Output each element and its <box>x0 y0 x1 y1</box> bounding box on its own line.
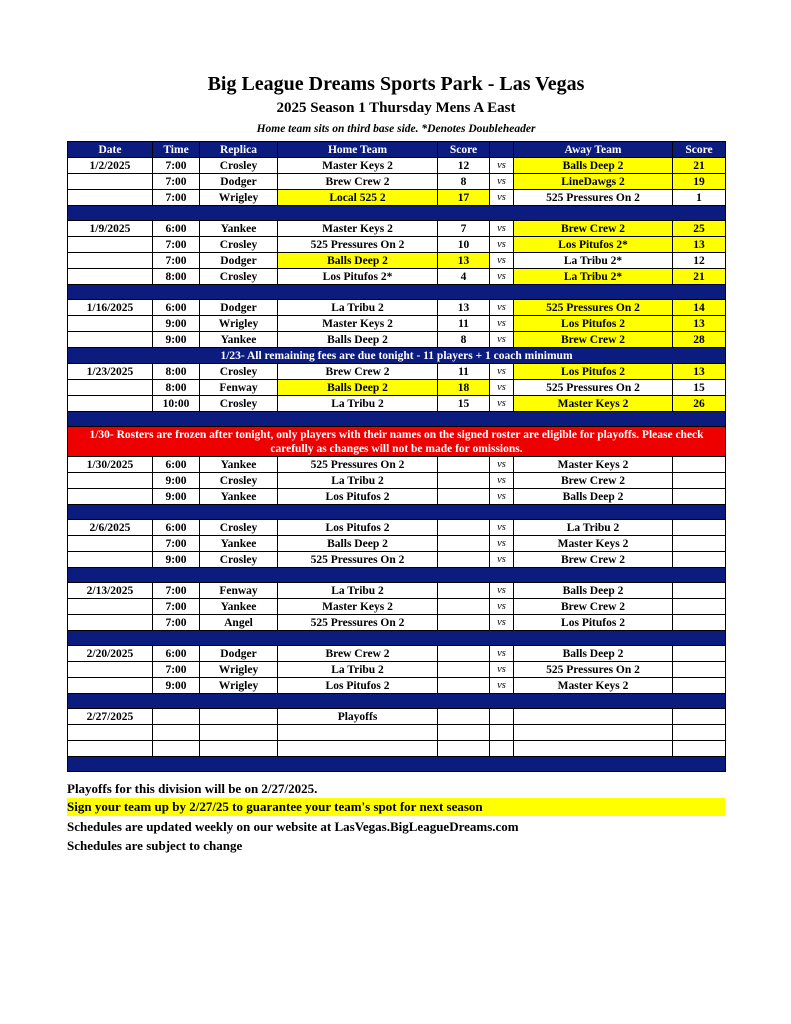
home-team: 525 Pressures On 2 <box>278 552 438 568</box>
vs-label: vs <box>490 221 514 237</box>
game-field: Fenway <box>200 380 278 396</box>
week-separator-row <box>68 568 726 583</box>
table-row <box>68 300 726 316</box>
away-score <box>673 599 726 615</box>
vs-label: vs <box>490 364 514 380</box>
away-score: 13 <box>673 364 726 380</box>
table-row <box>68 662 726 678</box>
table-row <box>68 364 726 380</box>
vs-label: vs <box>490 473 514 489</box>
footer-playoffs: Playoffs for this division will be on 2/27/2025. <box>67 781 318 796</box>
game-date <box>68 190 153 206</box>
separator-cell <box>68 505 726 520</box>
game-time: 6:00 <box>153 646 200 662</box>
game-field: Crosley <box>200 520 278 536</box>
table-row <box>68 316 726 332</box>
game-time: 6:00 <box>153 457 200 473</box>
away-team: Brew Crew 2 <box>514 552 673 568</box>
game-field: Yankee <box>200 599 278 615</box>
away-team <box>514 741 673 757</box>
away-team: Balls Deep 2 <box>514 158 673 174</box>
game-field: Yankee <box>200 332 278 348</box>
away-team: LineDawgs 2 <box>514 174 673 190</box>
game-field: Dodger <box>200 646 278 662</box>
away-team: Balls Deep 2 <box>514 646 673 662</box>
away-score <box>673 709 726 725</box>
away-team: Brew Crew 2 <box>514 332 673 348</box>
home-team: Balls Deep 2 <box>278 332 438 348</box>
game-time: 7:00 <box>153 599 200 615</box>
vs-label: vs <box>490 190 514 206</box>
home-team: Master Keys 2 <box>278 221 438 237</box>
home-team: La Tribu 2 <box>278 473 438 489</box>
vs-label: vs <box>490 174 514 190</box>
home-score <box>438 520 490 536</box>
table-row <box>68 158 726 174</box>
game-date: 1/9/2025 <box>68 221 153 237</box>
table-row <box>68 457 726 473</box>
home-team <box>278 741 438 757</box>
vs-label: vs <box>490 158 514 174</box>
away-score <box>673 678 726 694</box>
column-header: Time <box>153 142 200 158</box>
footer-website: Schedules are updated weekly on our website at LasVegas.BigLeagueDreams.com <box>67 819 519 834</box>
game-time <box>153 709 200 725</box>
away-team: Brew Crew 2 <box>514 473 673 489</box>
table-row <box>68 380 726 396</box>
home-team: La Tribu 2 <box>278 662 438 678</box>
home-score <box>438 583 490 599</box>
game-date <box>68 599 153 615</box>
game-time: 7:00 <box>153 662 200 678</box>
vs-label: vs <box>490 583 514 599</box>
game-time <box>153 725 200 741</box>
table-row <box>68 221 726 237</box>
away-score <box>673 662 726 678</box>
away-score <box>673 741 726 757</box>
away-score <box>673 473 726 489</box>
away-score: 21 <box>673 269 726 285</box>
game-field: Crosley <box>200 237 278 253</box>
table-row <box>68 552 726 568</box>
table-row <box>68 520 726 536</box>
vs-label: vs <box>490 396 514 412</box>
away-team: Master Keys 2 <box>514 457 673 473</box>
game-date <box>68 615 153 631</box>
home-score <box>438 678 490 694</box>
game-field: Crosley <box>200 396 278 412</box>
game-time: 6:00 <box>153 221 200 237</box>
game-date <box>68 741 153 757</box>
away-team: 525 Pressures On 2 <box>514 300 673 316</box>
game-date: 2/13/2025 <box>68 583 153 599</box>
home-team: Balls Deep 2 <box>278 253 438 269</box>
game-field: Crosley <box>200 552 278 568</box>
away-team: Los Pitufos 2 <box>514 316 673 332</box>
home-team: Playoffs <box>278 709 438 725</box>
column-header: Score <box>673 142 726 158</box>
game-date <box>68 237 153 253</box>
vs-label: vs <box>490 253 514 269</box>
home-team: Los Pitufos 2* <box>278 269 438 285</box>
home-team: Los Pitufos 2 <box>278 520 438 536</box>
home-team <box>278 725 438 741</box>
home-score <box>438 489 490 505</box>
table-row <box>68 741 726 757</box>
game-time: 7:00 <box>153 615 200 631</box>
game-date <box>68 489 153 505</box>
away-team: 525 Pressures On 2 <box>514 190 673 206</box>
game-time: 7:00 <box>153 536 200 552</box>
home-score: 18 <box>438 380 490 396</box>
game-field <box>200 741 278 757</box>
away-team: Master Keys 2 <box>514 678 673 694</box>
away-score: 13 <box>673 237 726 253</box>
home-score: 13 <box>438 300 490 316</box>
vs-label: vs <box>490 646 514 662</box>
away-score <box>673 615 726 631</box>
away-score <box>673 520 726 536</box>
home-team: Balls Deep 2 <box>278 380 438 396</box>
away-team: La Tribu 2 <box>514 520 673 536</box>
game-field: Crosley <box>200 269 278 285</box>
home-score <box>438 457 490 473</box>
game-field: Yankee <box>200 489 278 505</box>
table-row <box>68 253 726 269</box>
notice-row <box>68 348 726 364</box>
column-header <box>490 142 514 158</box>
away-team: Brew Crew 2 <box>514 221 673 237</box>
separator-cell <box>68 757 726 772</box>
home-score: 11 <box>438 364 490 380</box>
home-team: Brew Crew 2 <box>278 646 438 662</box>
game-time: 6:00 <box>153 520 200 536</box>
away-team: Los Pitufos 2 <box>514 615 673 631</box>
game-field: Dodger <box>200 174 278 190</box>
column-header: Score <box>438 142 490 158</box>
table-row <box>68 646 726 662</box>
home-score <box>438 473 490 489</box>
alert-row <box>68 427 726 457</box>
game-field: Angel <box>200 615 278 631</box>
away-team: Master Keys 2 <box>514 536 673 552</box>
vs-label: vs <box>490 536 514 552</box>
table-row <box>68 190 726 206</box>
game-field: Dodger <box>200 300 278 316</box>
column-header: Replica <box>200 142 278 158</box>
game-time: 8:00 <box>153 364 200 380</box>
week-separator-row <box>68 505 726 520</box>
game-time: 9:00 <box>153 489 200 505</box>
table-row <box>68 489 726 505</box>
away-score <box>673 457 726 473</box>
game-date <box>68 396 153 412</box>
game-time: 9:00 <box>153 552 200 568</box>
home-team: 525 Pressures On 2 <box>278 457 438 473</box>
home-team: Los Pitufos 2 <box>278 489 438 505</box>
away-score <box>673 725 726 741</box>
game-time: 7:00 <box>153 237 200 253</box>
game-date <box>68 662 153 678</box>
vs-label: vs <box>490 520 514 536</box>
game-field: Wrigley <box>200 316 278 332</box>
table-header-row <box>68 142 726 158</box>
home-score <box>438 709 490 725</box>
home-score: 8 <box>438 332 490 348</box>
table-row <box>68 599 726 615</box>
away-team <box>514 709 673 725</box>
column-header: Away Team <box>514 142 673 158</box>
home-team: La Tribu 2 <box>278 583 438 599</box>
home-score <box>438 615 490 631</box>
game-date <box>68 725 153 741</box>
game-time: 8:00 <box>153 269 200 285</box>
away-score <box>673 646 726 662</box>
game-date <box>68 332 153 348</box>
away-score: 26 <box>673 396 726 412</box>
away-score: 19 <box>673 174 726 190</box>
away-score <box>673 536 726 552</box>
away-score: 13 <box>673 316 726 332</box>
away-score: 12 <box>673 253 726 269</box>
table-row <box>68 473 726 489</box>
page-subtitle: 2025 Season 1 Thursday Mens A East <box>276 100 516 116</box>
home-score: 11 <box>438 316 490 332</box>
home-team: 525 Pressures On 2 <box>278 237 438 253</box>
away-team: 525 Pressures On 2 <box>514 662 673 678</box>
game-time: 7:00 <box>153 583 200 599</box>
vs-label: vs <box>490 300 514 316</box>
home-team: Los Pitufos 2 <box>278 678 438 694</box>
table-row <box>68 237 726 253</box>
vs-label: vs <box>490 332 514 348</box>
home-score: 17 <box>438 190 490 206</box>
separator-cell <box>68 285 726 300</box>
away-team: Brew Crew 2 <box>514 599 673 615</box>
week-separator-row <box>68 285 726 300</box>
home-score: 7 <box>438 221 490 237</box>
week-separator-row <box>68 206 726 221</box>
away-team: La Tribu 2* <box>514 269 673 285</box>
vs-cell <box>490 709 514 725</box>
vs-label: vs <box>490 662 514 678</box>
game-time: 7:00 <box>153 158 200 174</box>
week-separator-row <box>68 757 726 772</box>
game-date <box>68 536 153 552</box>
vs-cell <box>490 741 514 757</box>
game-time: 9:00 <box>153 332 200 348</box>
week-separator-row <box>68 412 726 427</box>
column-header: Date <box>68 142 153 158</box>
home-score: 15 <box>438 396 490 412</box>
vs-label: vs <box>490 457 514 473</box>
home-team: Balls Deep 2 <box>278 536 438 552</box>
game-field: Crosley <box>200 158 278 174</box>
home-score <box>438 599 490 615</box>
page-note: Home team sits on third base side. *Denotes Doubleheader <box>256 123 536 135</box>
home-score <box>438 662 490 678</box>
page-title: Big League Dreams Sports Park - Las Vegas <box>207 73 585 95</box>
vs-cell <box>490 725 514 741</box>
away-team: Los Pitufos 2 <box>514 364 673 380</box>
schedule-table <box>67 141 726 772</box>
game-date <box>68 678 153 694</box>
week-separator-row <box>68 694 726 709</box>
away-team: 525 Pressures On 2 <box>514 380 673 396</box>
away-score: 21 <box>673 158 726 174</box>
game-date <box>68 174 153 190</box>
home-team: Local 525 2 <box>278 190 438 206</box>
away-score: 15 <box>673 380 726 396</box>
vs-label: vs <box>490 380 514 396</box>
away-team: Balls Deep 2 <box>514 583 673 599</box>
away-score: 28 <box>673 332 726 348</box>
vs-label: vs <box>490 316 514 332</box>
game-date: 2/6/2025 <box>68 520 153 536</box>
game-time: 7:00 <box>153 174 200 190</box>
away-team: Balls Deep 2 <box>514 489 673 505</box>
away-score: 1 <box>673 190 726 206</box>
home-team: La Tribu 2 <box>278 396 438 412</box>
alert-text: 1/30- Rosters are frozen after tonight, only players with their names on the signed roster are eligible for playoffs. Please check carefully as changes will not be made for omissions. <box>68 427 726 457</box>
game-date <box>68 316 153 332</box>
home-team: 525 Pressures On 2 <box>278 615 438 631</box>
home-team: La Tribu 2 <box>278 300 438 316</box>
game-field: Yankee <box>200 536 278 552</box>
game-time: 9:00 <box>153 316 200 332</box>
home-team: Master Keys 2 <box>278 599 438 615</box>
away-team: Master Keys 2 <box>514 396 673 412</box>
game-field <box>200 725 278 741</box>
home-score <box>438 536 490 552</box>
away-score: 25 <box>673 221 726 237</box>
game-field: Fenway <box>200 583 278 599</box>
home-score: 12 <box>438 158 490 174</box>
game-field <box>200 709 278 725</box>
game-date: 2/27/2025 <box>68 709 153 725</box>
away-score <box>673 552 726 568</box>
notice-text: 1/23- All remaining fees are due tonight - 11 players + 1 coach minimum <box>68 348 726 364</box>
away-team: La Tribu 2* <box>514 253 673 269</box>
vs-label: vs <box>490 678 514 694</box>
home-team: Master Keys 2 <box>278 158 438 174</box>
home-team: Brew Crew 2 <box>278 364 438 380</box>
away-team <box>514 725 673 741</box>
vs-label: vs <box>490 615 514 631</box>
footer-signup: Sign your team up by 2/27/25 to guarantee your team's spot for next season <box>67 798 725 816</box>
game-field: Wrigley <box>200 662 278 678</box>
table-row <box>68 615 726 631</box>
separator-cell <box>68 694 726 709</box>
home-score <box>438 741 490 757</box>
vs-label: vs <box>490 599 514 615</box>
table-row <box>68 396 726 412</box>
home-score <box>438 552 490 568</box>
game-field: Dodger <box>200 253 278 269</box>
column-header: Home Team <box>278 142 438 158</box>
away-score: 14 <box>673 300 726 316</box>
game-time: 10:00 <box>153 396 200 412</box>
home-score: 4 <box>438 269 490 285</box>
game-field: Yankee <box>200 221 278 237</box>
game-date <box>68 380 153 396</box>
game-date <box>68 552 153 568</box>
game-field: Yankee <box>200 457 278 473</box>
game-date: 1/30/2025 <box>68 457 153 473</box>
game-time: 7:00 <box>153 253 200 269</box>
home-team: Brew Crew 2 <box>278 174 438 190</box>
vs-label: vs <box>490 269 514 285</box>
table-row <box>68 174 726 190</box>
game-field: Wrigley <box>200 678 278 694</box>
game-field: Crosley <box>200 364 278 380</box>
game-time: 8:00 <box>153 380 200 396</box>
home-score <box>438 646 490 662</box>
game-time: 9:00 <box>153 678 200 694</box>
game-date <box>68 253 153 269</box>
separator-cell <box>68 568 726 583</box>
home-team: Master Keys 2 <box>278 316 438 332</box>
vs-label: vs <box>490 237 514 253</box>
week-separator-row <box>68 631 726 646</box>
game-time <box>153 741 200 757</box>
away-team: Los Pitufos 2* <box>514 237 673 253</box>
table-row <box>68 678 726 694</box>
game-field: Wrigley <box>200 190 278 206</box>
separator-cell <box>68 206 726 221</box>
table-row <box>68 269 726 285</box>
game-time: 9:00 <box>153 473 200 489</box>
game-date: 1/16/2025 <box>68 300 153 316</box>
home-score: 13 <box>438 253 490 269</box>
game-time: 7:00 <box>153 190 200 206</box>
table-row <box>68 536 726 552</box>
game-field: Crosley <box>200 473 278 489</box>
table-row <box>68 709 726 725</box>
vs-label: vs <box>490 489 514 505</box>
vs-label: vs <box>490 552 514 568</box>
game-date: 1/2/2025 <box>68 158 153 174</box>
home-score <box>438 725 490 741</box>
game-date <box>68 473 153 489</box>
table-row <box>68 725 726 741</box>
home-score: 8 <box>438 174 490 190</box>
home-score: 10 <box>438 237 490 253</box>
game-date: 1/23/2025 <box>68 364 153 380</box>
footer-disclaimer: Schedules are subject to change <box>67 838 243 853</box>
away-score <box>673 583 726 599</box>
separator-cell <box>68 631 726 646</box>
away-score <box>673 489 726 505</box>
game-date <box>68 269 153 285</box>
table-row <box>68 332 726 348</box>
table-row <box>68 583 726 599</box>
game-time: 6:00 <box>153 300 200 316</box>
game-date: 2/20/2025 <box>68 646 153 662</box>
separator-cell <box>68 412 726 427</box>
